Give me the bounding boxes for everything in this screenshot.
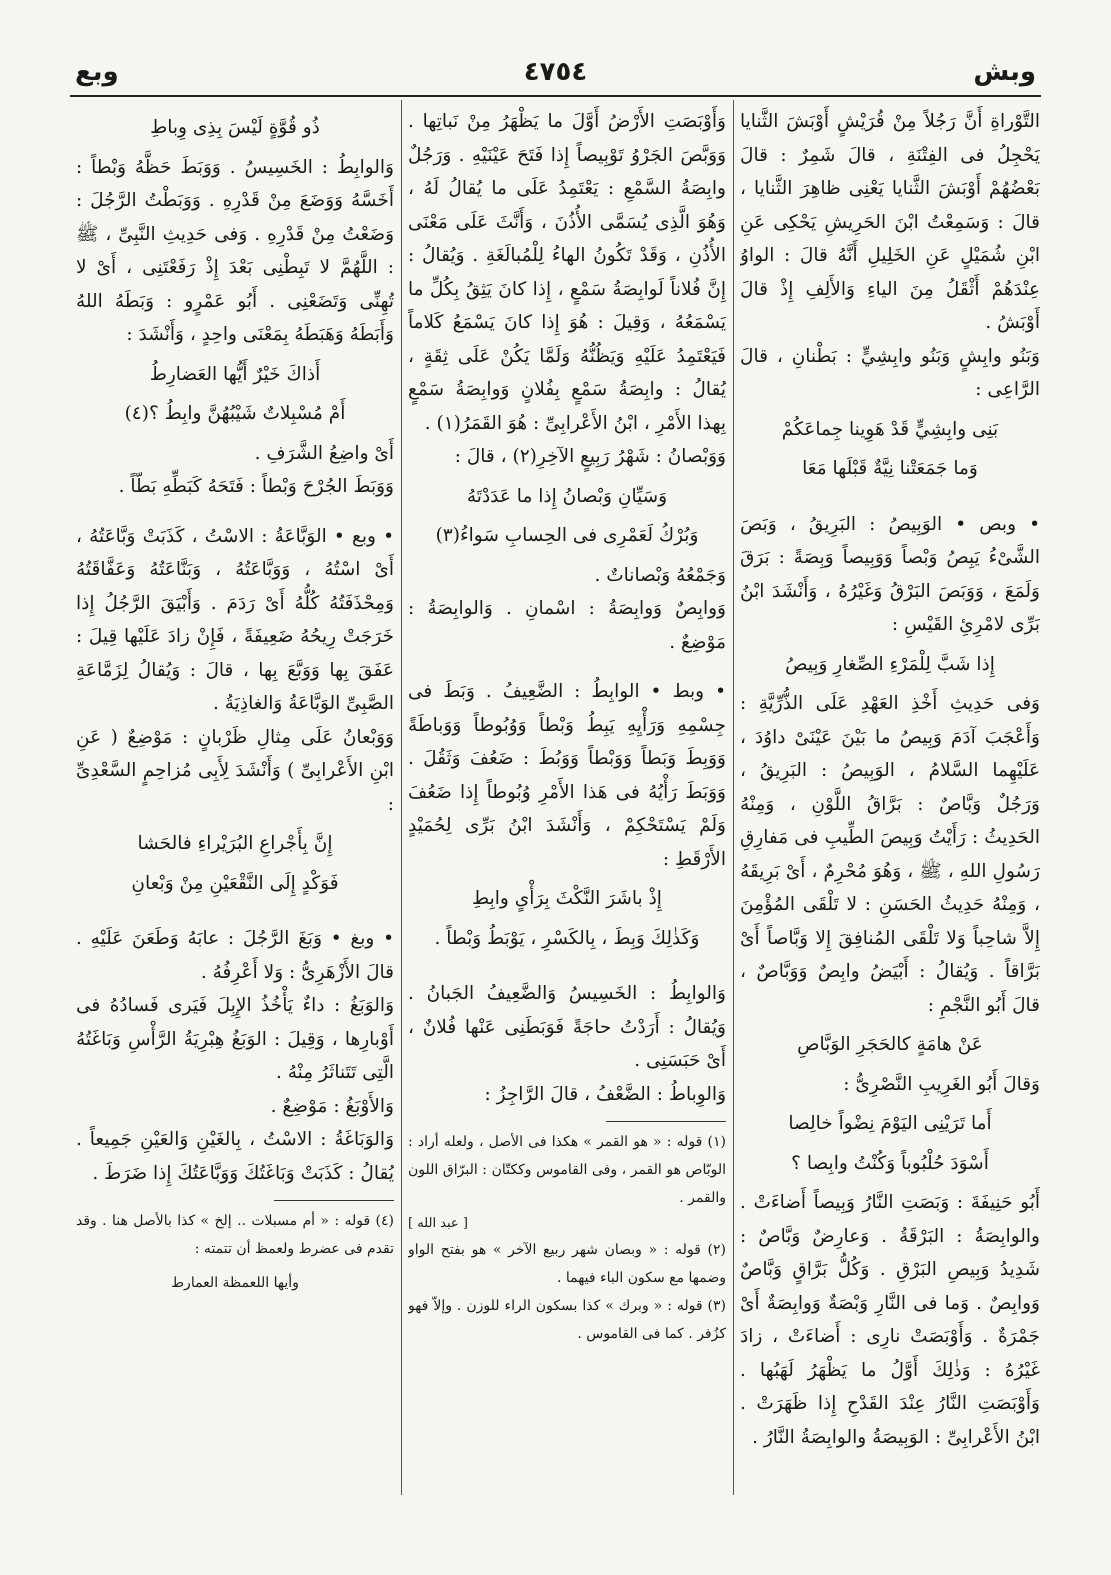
footnote: (٢) قوله : « وبصان شهر ربيع الآخر » هو بفتح الواو وضمها مع سكون الباء فيهما . [408, 1242, 726, 1286]
paragraph: وَقالَ أَبُو الغَرِيبِ النَّصْرِىُّ : [843, 1073, 1040, 1095]
header-rule [70, 95, 1041, 97]
footnote: (٤) قوله : « أم مسبلات .. إلخ » كذا بالأصل هنا . وقد تقدم فى عضرط ولعمظ أن تتمته : [76, 1213, 394, 1257]
paragraph: وَفى حَدِيثِ أَخْذِ العَهْدِ عَلَى الذُّرِّيَّةِ : وَأَعْجَبَ آدَمَ وَبِيصُ ما بَيْنَ عَيْنَىْ داوُدَ ، عَلَيْهِما السَّلامُ ، الوَبِيصُ : البَرِيقُ ، وَرَجُلٌ وَبَّاصٌ : بَرَّاقُ اللَّوْنِ ، وَمِنْهُ الحَدِيثُ : رَأَيْتُ وَبِيصَ الطِّيبِ فى مَفارِقِ رَسُولِ اللهِ ، ﷺ ، وَهُوَ مُحْرِمٌ ، أَىْ بَرِيقَهُ ، وَمِنْهُ حَدِيثُ الحَسَنِ : لا تَلْقَى المُؤْمِنَ إِلاَّ شاحِباً وَلا تَلْقَى المُنافِقَ إِلا وَبَّاصاً أَىْ بَرَّاقاً . وَيُقالُ : أَبْيَضُ وابِصٌ وَوَبَّاصٌ ، قالَ أَبُو النَّجْمِ : [740, 693, 1040, 1016]
column-left [76, 105, 394, 1490]
paragraph: وَوَبَطَ الجُرْحَ وَبْطاً : فَتَحَهُ كَبَطِّهِ بَطّاً . [118, 476, 394, 497]
column-middle [408, 105, 726, 1490]
page-header [70, 55, 1041, 95]
paragraph: وَالوابِطُ : الخَسِيسُ وَالضَّعِيفُ الجَبانُ . وَيُقالُ : أَرَدْتُ حاجَةً فَوَبَطَنِى عَنْها فُلانٌ ، أَىْ حَبَسَنِى . [408, 983, 726, 1071]
verse-line: إِذا شَبَّ لِلْمَرْءِ الصِّغارِ وَبِيصُ [785, 653, 995, 675]
column-divider [733, 100, 734, 1495]
verse-line: إِذْ باشَرَ النَّكْثَ بِرَأْىٍ وابِطِ [472, 888, 662, 909]
paragraph: وَوابِصٌ وَوابِصَةُ : اسْمانِ . وَالوابِصَةُ : مَوْضِعٌ . [408, 598, 726, 653]
page-number: ٤٧٥٤ [523, 57, 588, 87]
paragraph: أَىْ واضِعُ الشَّرَفِ . [254, 442, 394, 464]
footnote-rule [606, 1121, 726, 1122]
footnote: (٣) قوله : « وبرك » كذا بسكون الراء للوزن . وإلاّ فهو كزُفر . كما فى القاموس . [408, 1298, 726, 1342]
verse-line: وَكَذٰلِكَ وَبِطَ ، بِالكَسْرِ ، يَوْبَطُ وَبْطاً . [434, 927, 700, 949]
footnote-rule [274, 1200, 394, 1201]
verse-line: فَوَكْدٍ إِلَى النَّقْعَيْنِ مِنْ وَبْعانِ [131, 872, 339, 894]
entry-wbgh: • وبغ • وَبَغَ الرَّجُلَ : عابَهُ وَطَعَنَ عَلَيْهِ . قالَ الأَزْهَرِىُّ : وَلا أَعْرِفُهُ . [76, 928, 394, 983]
footnote-verse: وأيها اللعمظة العمارط [171, 1275, 299, 1291]
paragraph: أَبُو حَنِيفَةَ : وَبَصَتِ النَّارُ وَبِيصاً أَضاءَتْ . والوابِصَةُ : البَرْقَةُ . وَعارِضٌ وَبَّاصٌ : شَدِيدُ وَبِيصِ البَرْقِ . وَكُلُّ بَرَّاقٍ وَبَّاصٌ وَوابِصٌ . وَما فى النَّارِ وَبْصَةٌ وَوابِصَةٌ أَىْ جَمْرَةٌ . وَأَوْبَصَتْ نارِى : أَضاءَتْ ، زادَ غَيْرُهُ : وَذٰلِكَ أَوَّلُ ما يَظْهَرُ لَهَبُها . وَأَوْبَصَتِ النَّارُ عِنْدَ القَدْحِ إِذا ظَهَرَتْ . ابْنُ الأَعْرابِىِّ : الوَبِيصَةُ والوابِصَةُ النَّارُ . [740, 1192, 1040, 1448]
paragraph: وَوَبْصانُ : شَهْرُ رَبِيعٍ الآخِرِ(٢) ، قالَ : [454, 446, 726, 467]
entry-wbt: • وبط • الوابِطُ : الضَّعِيفُ . وَبَطَ فى جِسْمِهِ وَرَأْيِهِ يَبِطُ وَبْطاً وَوُبُوطاً وَوَباطَةً وَوَبِطَ وَبَطاً وَوَبْطاً وَوَبُطَ : ضَعُفَ وَثَقُلَ . وَوَبَطَ رَأْيُهُ فى هَذا الأَمْرِ وُبُوطاً إِذا ضَعُفَ وَلَمْ يَسْتَحْكِمْ ، وَأَنْشَدَ ابْنُ بَرِّى لِحُمَيْدٍ الأَرْقَطِ : [408, 681, 726, 870]
header-root-left: وبع [75, 57, 119, 87]
paragraph: وَالوِباطُ : الضَّعْفُ ، قالَ الرَّاجِزُ : [484, 1083, 726, 1105]
verse-line: ذُو قُوَّةٍ لَيْسَ بِذِى وِباطِ [150, 117, 320, 138]
paragraph: وَبَنُو وابِشٍ وَبَنُو وابِشِيٍّ : بَطْنانِ ، قالَ الرَّاعِى : [740, 345, 1040, 400]
verse-line: بَنِى وابِشِيٍّ قَدْ هَوِينا جِماعَكُمْ [781, 418, 999, 440]
verse-line: عَنْ هامَةٍ كالحَجَرِ الوَبَّاصِ [797, 1034, 983, 1055]
verse-line: وَسَيِّانِ وَبْصانُ إِذا ما عَدَدْتَهُ [466, 485, 668, 507]
footnote: (١) قوله : « هو القمر » هكذا فى الأصل ، ولعله أراد : الوبّاص هو القمر ، وفى القاموس وككتّان : البرّاق اللون والقمر . [408, 1134, 726, 1206]
entry-wbs: • وبص • الوَبِيصُ : البَرِيقُ ، وَبَصَ الشَّىْءُ يَبِصُ وَبْصاً وَوَبِيصاً وَبِصَةً : بَرَقَ وَلَمَعَ ، وَوَبَصَ البَرْقُ وَغَيْرُهُ ، وَأَنْشَدَ ابْنُ بَرِّى لامْرِئِ القَيْسِ : [740, 513, 1040, 635]
verse-line: إِنَّ بِأَجْراعِ البُرَيْراءِ فالحَشا [137, 833, 333, 854]
verse-line: أَذاكَ خَيْرٌ أَيُّها العَضارِطُ [149, 363, 321, 385]
column-divider [401, 100, 402, 1495]
verse-line: أَمْ مُسْبِلاتٌ شَيْبُهُنَّ وابِطُ ؟(٤) [124, 403, 346, 424]
paragraph: وَالوابِطُ : الخَسِيسُ . وَوَبَطَ حَظَّهُ وَبْطاً : أَخَسَّهُ وَوَضَعَ مِنْ قَدْرِهِ . وَوَبَطْتُ الرَّجُلَ : وَضَعْتُ مِنْ قَدْرِهِ . وَفى حَدِيثِ النَّبِىِّ ، ﷺ : اللَّهُمَّ لا تَبِطْنِى بَعْدَ إِذْ رَفَعْتَنِى ، أَىْ لا تُهِنِّى وَتَضَعْنِى . أَبُو عَمْرٍو : وَبَطَهُ اللهُ وَأَبَطَهُ وَهَبَطَهُ بِمَعْنَى واحِدٍ ، وَأَنْشَدَ : [76, 156, 394, 345]
verse-line: وَبُرْكُ لَعَمْرِى فى الحِسابِ سَواءُ(٣) [435, 525, 699, 546]
verse-line: أَسْوَدَ حُلْبُوباً وَكُنْتُ وابِصا ؟ [791, 1152, 989, 1174]
paragraph: التَّوْراةِ أَنَّ رَجُلاً مِنْ قُرَيْشٍ أَوْبَشَ الثَّنايا يَحْجِلُ فى الفِتْنَةِ ، قالَ شَمِرٌ : قالَ بَعْضُهُمْ أَوْبَشَ الثَّنايا يَعْنِى ظاهِرَ الثَّنايا ، قالَ : وَسَمِعْتُ ابْنَ الحَرِيشِ يَحْكِى عَنِ ابْنِ شُمَيْلٍ عَنِ الخَلِيلِ أَنَّهُ قالَ : الواوُ عِنْدَهُمْ أَثْقَلُ مِنَ الياءِ وَالأَلِفِ إِذْ قالَ أَوْبَشُ . [740, 111, 1040, 333]
paragraph: وَالأَوْبَغُ : مَوْضِعٌ . [270, 1095, 394, 1117]
paragraph: وَأَوْبَصَتِ الأَرْضُ أَوَّلَ ما يَظْهَرُ مِنْ نَباتِها . وَوَبَّصَ الجَرْوُ تَوْبِيصاً إِذا فَتَحَ عَيْنَيْهِ . وَرَجُلٌ وابِصَةُ السَّمْعِ : يَعْتَمِدُ عَلَى ما يُقالُ لَهُ ، وَهُوَ الَّذِى يُسَمَّى الأُذُنَ ، وَأَنَّثَ عَلَى مَعْنَى الأُذُنِ ، وَقَدْ تَكُونُ الهاءُ لِلْمُبالَغَةِ . وَيُقالُ : إِنَّ فُلاناً لَوابِصَةُ سَمْعٍ ، إِذا كانَ يَثِقُ بِكُلِّ ما يَسْمَعُهُ ، وَقِيلَ : هُوَ إِذا كانَ يَسْمَعُ كَلاماً فَيَعْتَمِدُ عَلَيْهِ وَيَظُنُّهُ وَلَمَّا يَكُنْ عَلَى ثِقَةٍ ، يُقالُ : وابِصَةُ سَمْعٍ بِفُلانٍ وَوابِصَةُ سَمْعٍ بِهذا الأَمْرِ ، ابْنُ الأَعْرابِىِّ : هُوَ القَمَرُ(١) . [408, 111, 726, 434]
paragraph: وَالوَبَاغَةُ : الاسْتُ ، بِالغَيْنِ وَالعَيْنِ جَمِيعاً . يُقالُ : كَذَبَتْ وَبَاغَتُكَ وَوَبَّاعَتُكَ إِذا ضَرَطَ . [76, 1129, 394, 1184]
verse-line: أَما تَرَيْنِى اليَوْمَ نِضْواً خالِصا [788, 1113, 992, 1134]
paragraph: وَالوَبَغُ : داءٌ يَأْخُذُ الإِبِلَ فَيَرى فَسادُهُ فى أَوْبارِها ، وَقِيلَ : الوَبَغُ هِبْرِيَةُ الرَّأْسِ وَبَاغَتُهُ الَّتِى تَتَناثَرُ مِنْهُ . [76, 995, 394, 1083]
entry-wbaa: • وبع • الوَبَّاعَةُ : الاسْتُ ، كَذَبَتْ وَبَّاعَتُهُ ، أَىْ اسْتُهُ ، وَوَبَّاعَتُهُ ، وَبَنَّاعَتُهُ وَعَفَّاقَتُهُ وَمِحْذَفَتُهُ كُلُّهُ أَىْ رَدَمَ . وَأَبْيَقَ الرَّجُلُ إِذا خَرَجَتْ رِيحُهُ ضَعِيفَةً ، فَإِنْ زادَ عَلَيْها قِيلَ : عَفَقَ بِها وَوَبَّعَ بِها ، قالَ : وَيُقالُ لِزَمَّاعَةِ الصَّبِىِّ الوَبَّاعَةُ وَالغاذِيَةُ . [76, 525, 394, 714]
paragraph: وَوَبْعانُ عَلَى مِثالِ ظَرْبانٍ : مَوْضِعٌ ( عَنِ ابْنِ الأَعْرابِىِّ ) وَأَنْشَدَ لِأَبِى مُزاحِمٍ السَّعْدِىِّ : [76, 726, 394, 815]
verse-line: وَما جَمَعَتْنا نِيَّةٌ قَبْلَها مَعَا [802, 458, 978, 479]
column-right [740, 105, 1040, 1490]
header-root-right: وبش [973, 57, 1036, 87]
paragraph: وَجَمْعُهُ وَبْصاناتٌ . [594, 564, 726, 586]
footnote-signature: [ عبد الله ] [408, 1216, 468, 1231]
